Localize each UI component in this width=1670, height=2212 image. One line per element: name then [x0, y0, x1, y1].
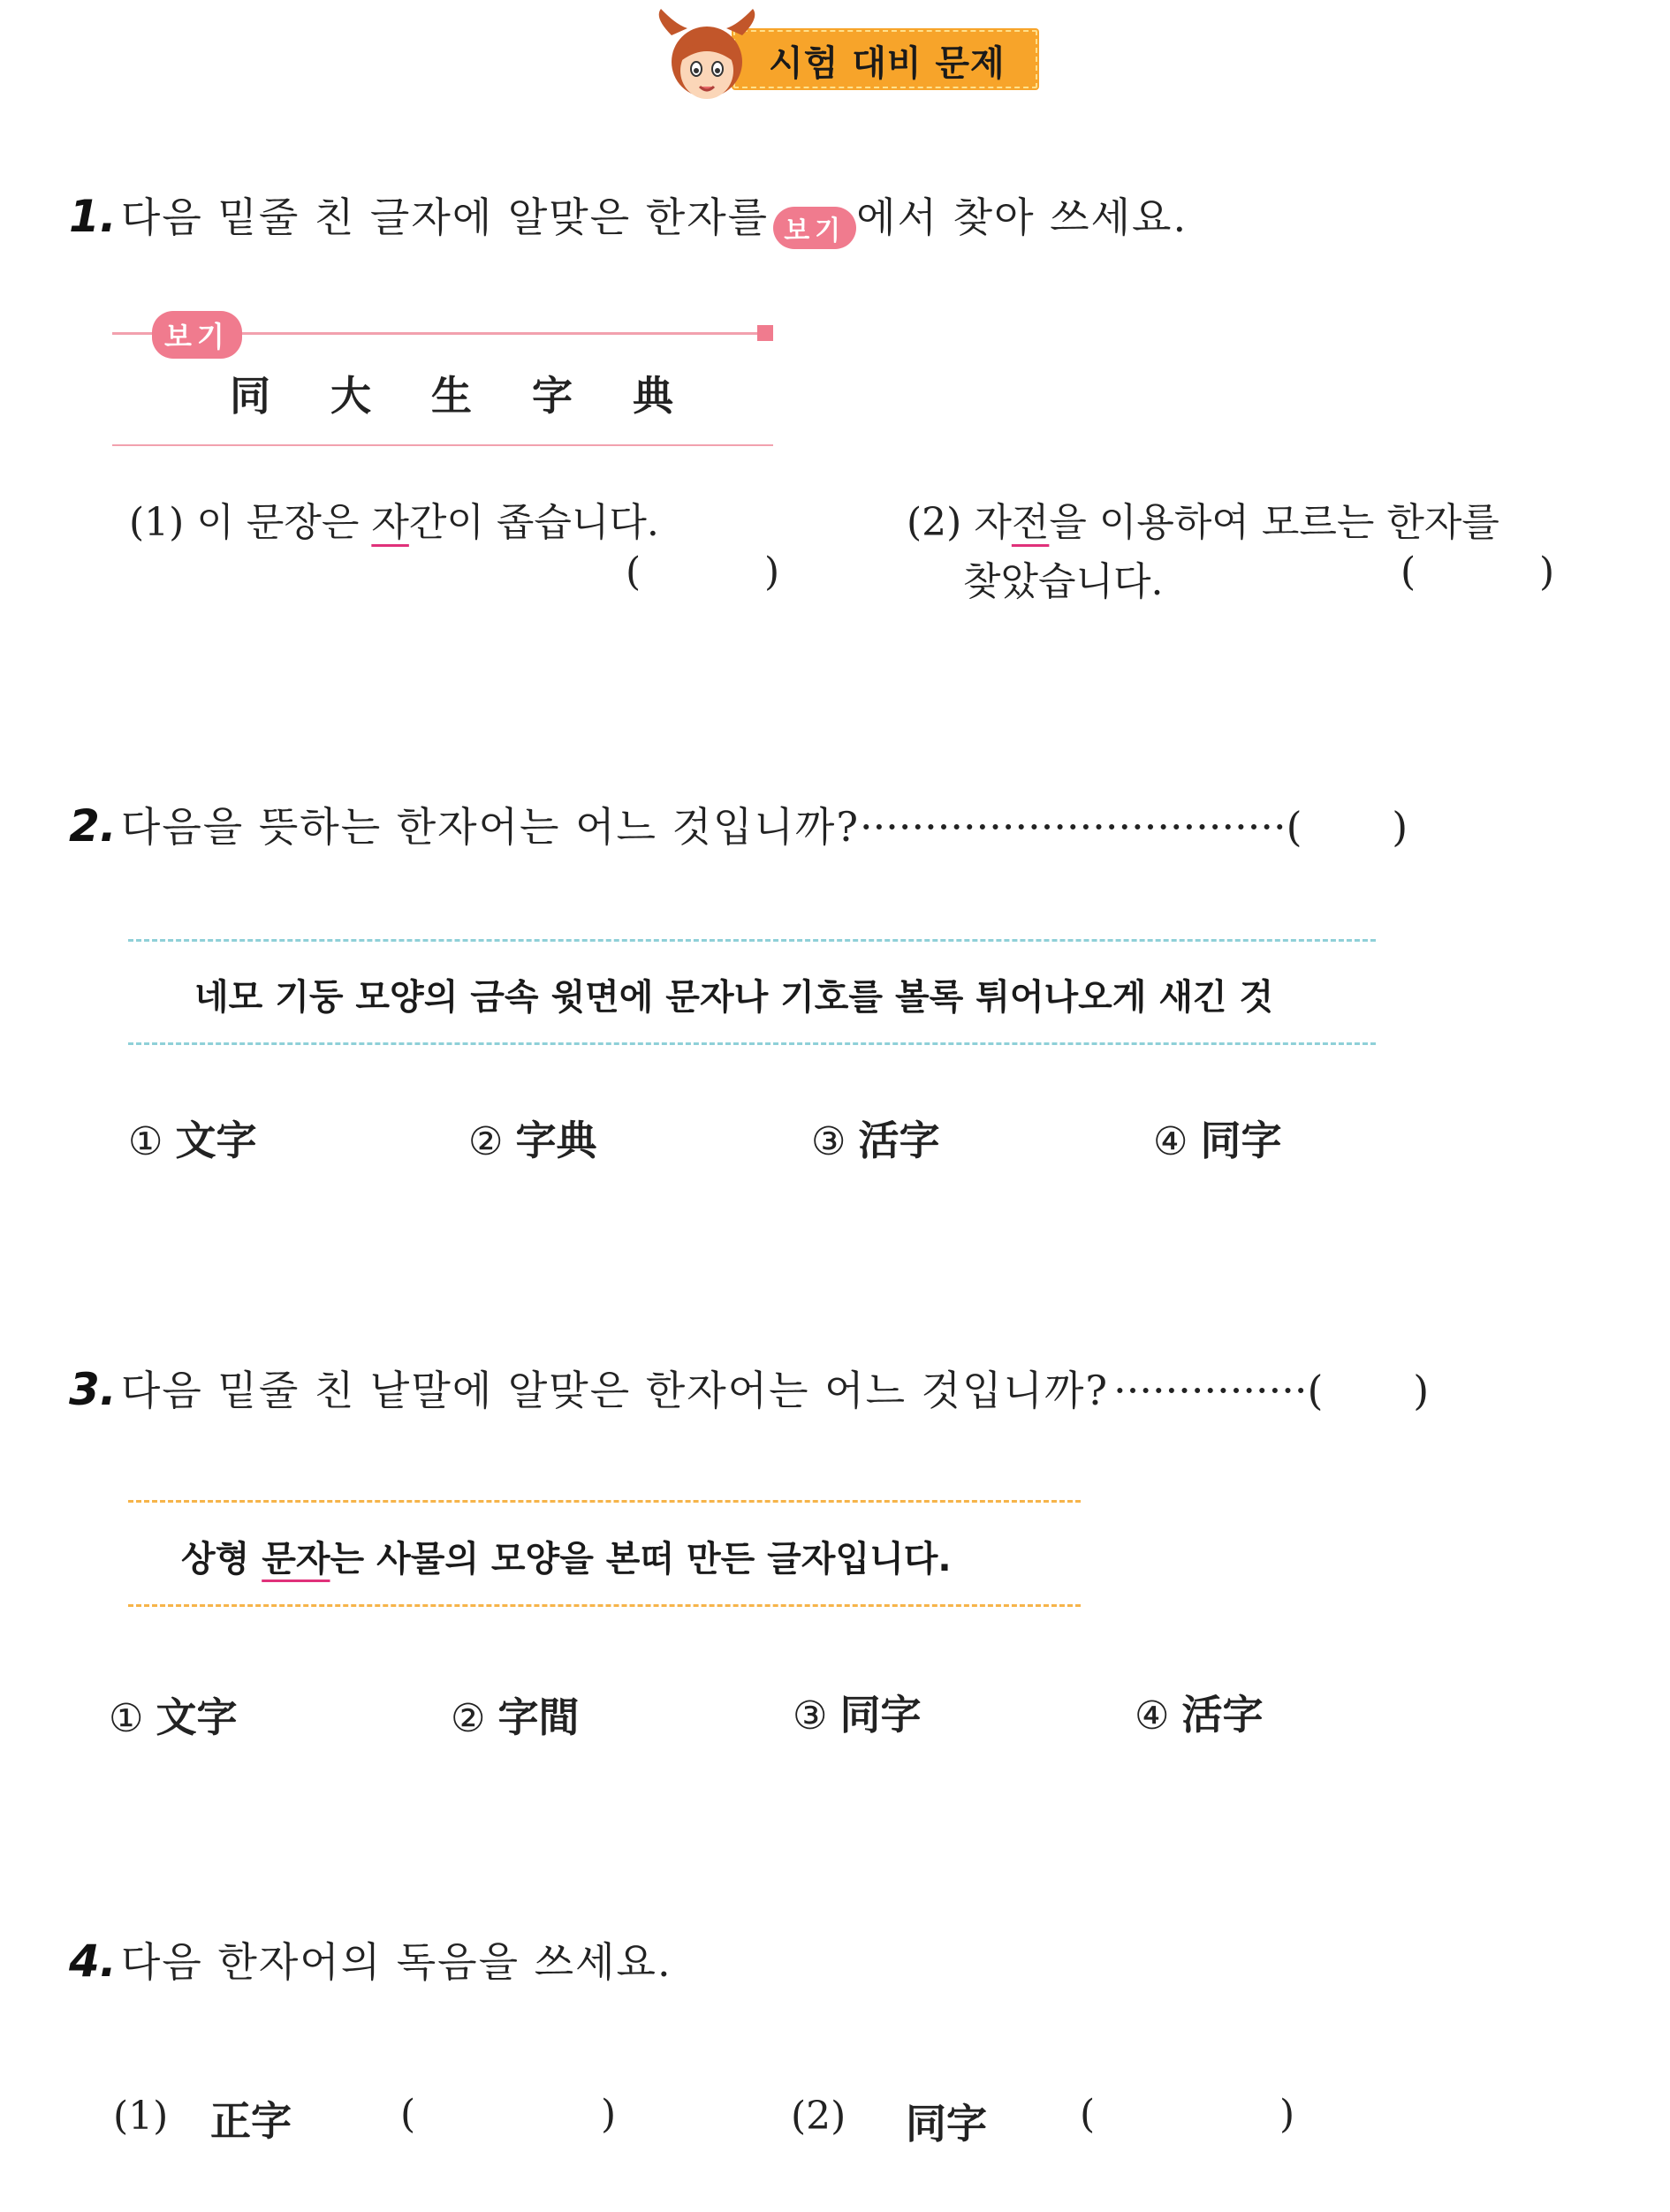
bogi-label: 보기 — [152, 311, 242, 359]
bogi-char: 同 — [230, 372, 270, 420]
box-bottom-border — [128, 1604, 1081, 1607]
bogi-char: 生 — [431, 372, 472, 420]
q4-item-2-word: 同字 — [906, 2100, 987, 2148]
answer-blank-close[interactable]: ) — [601, 2092, 617, 2137]
bogi-line-end — [757, 325, 773, 341]
box-top-border — [128, 1500, 1081, 1503]
choice-number: ② — [468, 1119, 504, 1164]
box-bottom-border — [128, 1042, 1376, 1045]
choice-number: ④ — [1135, 1693, 1170, 1739]
question-4 — [69, 1930, 672, 1989]
item-text-line2: 찾았습니다. — [963, 559, 1164, 604]
choice-text: 字典 — [515, 1117, 597, 1164]
leader-dots: ································· — [860, 803, 1287, 851]
choice-4[interactable] — [1153, 1109, 1281, 1167]
choice-number: ③ — [811, 1119, 846, 1164]
item-label: (1) — [129, 500, 185, 545]
choice-text: 文字 — [175, 1117, 257, 1164]
sentence-text: 는 사물의 모양을 본떠 만든 글자입니다. — [330, 1539, 952, 1579]
underlined-char: 자 — [371, 500, 409, 545]
answer-blank[interactable]: ( ) — [1307, 1367, 1431, 1414]
underlined-word: 문자 — [262, 1539, 330, 1579]
choice-text: 同字 — [1200, 1117, 1282, 1164]
choice-4[interactable] — [1135, 1683, 1263, 1741]
question-2 — [69, 795, 1409, 853]
question-1 — [69, 186, 1188, 249]
choice-3[interactable] — [793, 1683, 921, 1741]
bogi-characters — [230, 364, 733, 422]
answer-blank-open[interactable]: ( — [400, 2092, 416, 2137]
choice-number: ③ — [793, 1693, 828, 1739]
choice-number: ① — [128, 1119, 163, 1164]
definition-sentence: 네모 기둥 모양의 금속 윗면에 문자나 기호를 볼록 튀어나오게 새긴 것 — [194, 977, 1274, 1018]
item-label: (2) — [907, 500, 962, 545]
underlined-char: 전 — [1011, 500, 1050, 545]
choice-text: 同字 — [839, 1691, 922, 1739]
sentence-text: 상형 — [181, 1539, 250, 1579]
choice-2[interactable] — [468, 1109, 596, 1167]
answer-blank-open[interactable]: ( — [1080, 2092, 1096, 2137]
choice-text: 活字 — [1181, 1691, 1264, 1739]
q4-item-1-word: 正字 — [210, 2097, 292, 2145]
section-header — [654, 9, 1047, 106]
question-number: 4. — [69, 1936, 117, 1987]
question-number: 2. — [69, 800, 117, 852]
box-top-border — [128, 939, 1376, 942]
bogi-char: 典 — [633, 372, 673, 420]
bogi-char: 字 — [532, 372, 573, 420]
bogi-char: 大 — [330, 372, 371, 420]
q1-item-2 — [907, 490, 1499, 547]
bogi-bottom-line — [112, 444, 773, 446]
choice-3[interactable] — [811, 1109, 939, 1167]
choice-number: ④ — [1153, 1119, 1188, 1164]
question-3 — [69, 1359, 1431, 1417]
girl-mascot-icon — [654, 9, 760, 106]
answer-blank-close[interactable]: ) — [1279, 2092, 1295, 2137]
choice-1[interactable] — [109, 1686, 237, 1744]
question-text: 다음 밑줄 친 낱말에 알맞은 한자어는 어느 것입니까? — [120, 1367, 1110, 1414]
question-text: 다음 밑줄 친 글자에 알맞은 한자를 — [120, 193, 770, 241]
question-text: 다음을 뜻하는 한자어는 어느 것입니까? — [120, 803, 861, 851]
q4-item-2-label: (2) — [791, 2094, 846, 2139]
item-text: 을 이용하여 모르는 한자를 — [1049, 500, 1499, 545]
choice-number: ① — [109, 1696, 144, 1741]
question-number: 1. — [69, 191, 117, 242]
answer-blank[interactable]: ( ) — [626, 549, 780, 595]
choice-number: ② — [451, 1696, 486, 1741]
choice-text: 文字 — [156, 1693, 238, 1741]
q1-item-1 — [129, 490, 659, 547]
question-number: 3. — [69, 1364, 117, 1415]
choice-2[interactable] — [451, 1686, 579, 1744]
item-text: 자 — [974, 500, 1012, 545]
example-sentence — [181, 1531, 952, 1581]
choice-text: 活字 — [858, 1117, 940, 1164]
question-text: 다음 한자어의 독음을 쓰세요. — [120, 1938, 672, 1986]
choice-1[interactable] — [128, 1109, 256, 1167]
item-text: 간이 좁습니다. — [408, 500, 659, 545]
question-text-after: 에서 찾아 쓰세요. — [856, 193, 1188, 241]
header-title: 시험 대비 문제 — [769, 43, 1006, 84]
answer-blank[interactable]: ( ) — [1286, 803, 1410, 851]
choice-text: 字間 — [497, 1693, 580, 1741]
leader-dots: ··············· — [1113, 1367, 1308, 1414]
q4-item-1-label: (1) — [113, 2094, 169, 2139]
bogi-pill: 보기 — [773, 207, 856, 249]
answer-blank[interactable]: ( ) — [1401, 549, 1555, 595]
item-text: 이 문장은 — [196, 500, 360, 545]
